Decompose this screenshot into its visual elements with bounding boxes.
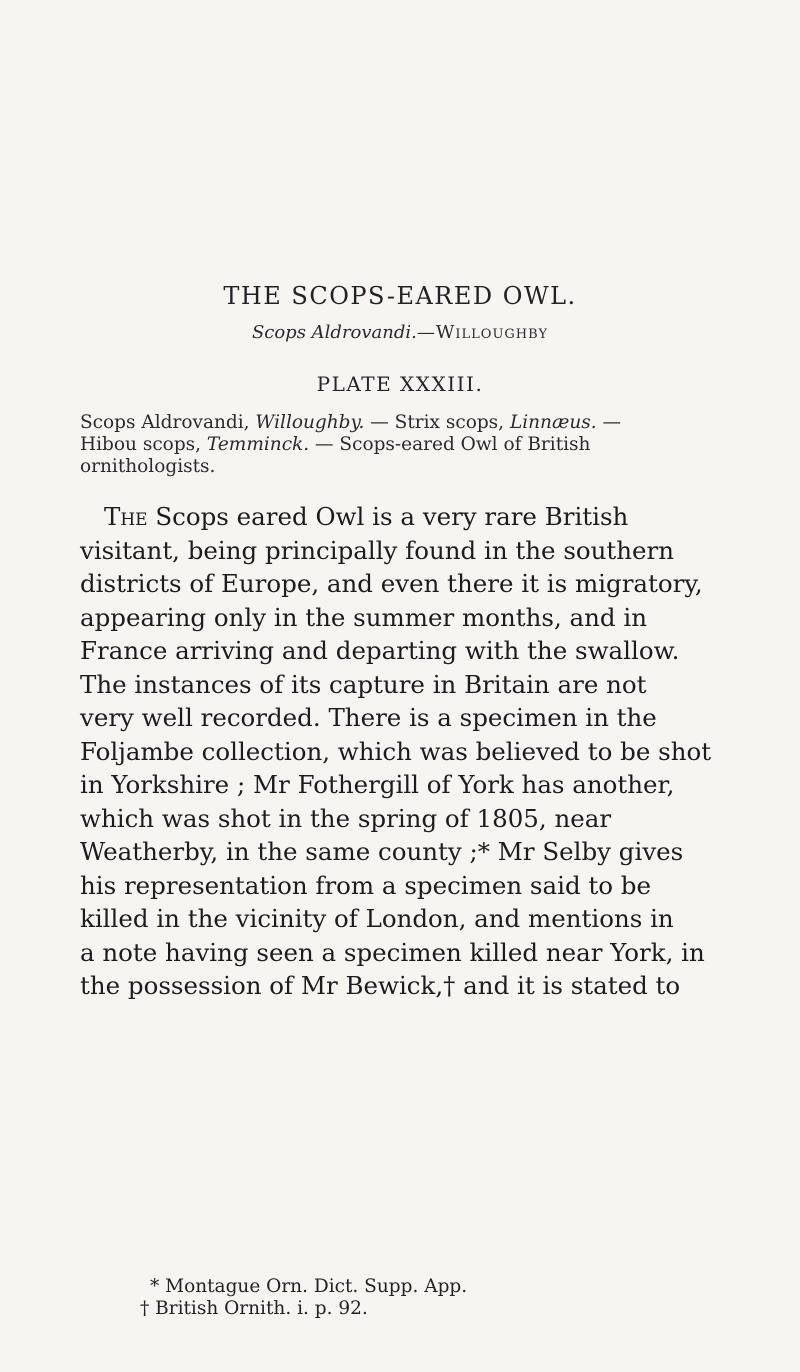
body-line: appearing only in the summer months, and in — [80, 602, 648, 632]
body-line: his representation from a specimen said to be — [80, 870, 651, 900]
body-text — [80, 500, 720, 1003]
body-line: the possession of Mr Bewick,† and it is stated to — [80, 971, 681, 1000]
synonymy-authority: Temminck. — [206, 434, 310, 455]
synonymy-text: — — [596, 412, 622, 433]
body-lead-word: The — [104, 502, 148, 531]
body-line: killed in the vicinity of London, and mentions in — [80, 904, 674, 933]
body-line: in Yorkshire ; Mr Fothergill of York has another, — [80, 770, 675, 799]
body-line: which was shot in the spring of 1805, near — [80, 803, 612, 833]
synonymy-line-1 — [80, 412, 700, 434]
body-line: France arriving and departing with the swallow. — [80, 636, 680, 665]
footnote: * Montague Orn. Dict. Supp. App. — [150, 1276, 468, 1297]
body-line: a note having seen a specimen killed near York, in — [80, 937, 705, 967]
body-line: districts of Europe, and even there it is migratory, — [80, 569, 703, 598]
synonymy-line-2 — [80, 434, 700, 456]
page-title: THE SCOPS-EARED OWL. — [223, 282, 577, 310]
synonymy-text: Scops Aldrovandi, — [80, 412, 256, 433]
synonymy-text: Hibou scops, — [80, 434, 207, 455]
footnotes — [140, 1276, 700, 1320]
body-line: The instances of its capture in Britain are not — [80, 669, 647, 699]
synonymy-text: — Scops-eared Owl of British — [309, 434, 591, 455]
synonymy-authority: Willoughby. — [255, 412, 365, 433]
body-line: visitant, being principally found in the southern — [80, 535, 675, 565]
plate-number: PLATE XXXIII. — [316, 372, 484, 396]
body-line: very well recorded. There is a specimen in the — [80, 703, 657, 732]
byline-author: —Willoughby — [416, 322, 549, 343]
synonymy-line-3: ornithologists. — [80, 456, 216, 477]
synonymy-block — [80, 412, 700, 478]
body-line: Foljambe collection, which was believed to be shot — [80, 736, 712, 766]
body-line — [80, 500, 720, 534]
byline — [0, 322, 800, 343]
footnote: † British Ornith. i. p. 92. — [140, 1298, 368, 1319]
body-line: Weatherby, in the same county ;* Mr Selby gives — [80, 837, 684, 866]
synonymy-text: — Strix scops, — [364, 412, 510, 433]
synonymy-authority: Linnæus. — [509, 412, 597, 433]
byline-species: Scops Aldrovandi. — [251, 322, 417, 343]
body-line-text: Scops eared Owl is a very rare British — [147, 502, 629, 531]
